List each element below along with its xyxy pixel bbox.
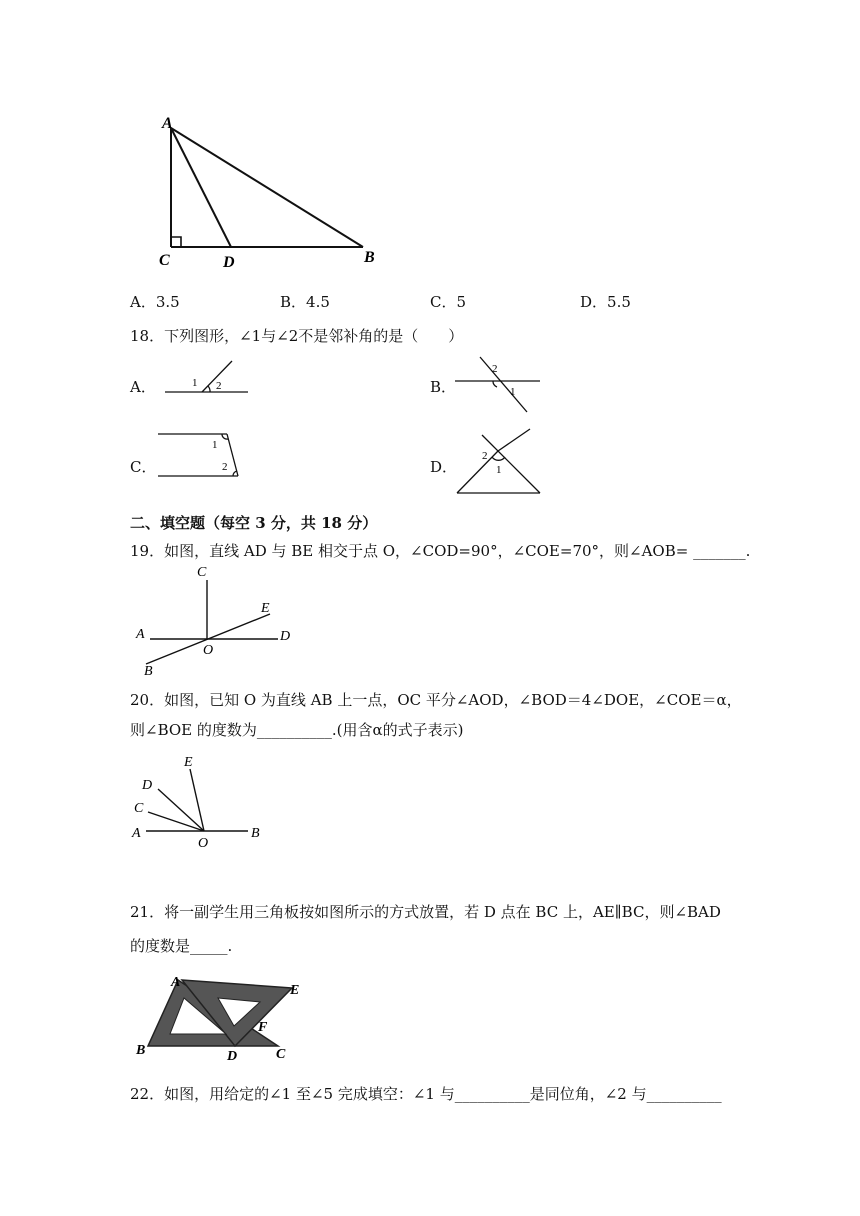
svg-text:E: E	[261, 601, 270, 616]
svg-text:2: 2	[222, 461, 228, 473]
q21-figure	[130, 968, 305, 1068]
svg-text:C: C	[134, 801, 144, 816]
svg-text:A: A	[171, 975, 181, 990]
q18-option-a-figure	[160, 355, 255, 400]
q20-question-line1: 20．如图，已知 O 为直线 AB 上一点，OC 平分∠AOD，∠BOD＝4∠DOE，∠COE＝α，	[130, 691, 742, 709]
q18-option-a-letter[interactable]: A．	[130, 378, 156, 396]
svg-text:O: O	[203, 643, 214, 658]
q18-option-d-letter[interactable]: D．	[430, 458, 458, 476]
svg-text:1: 1	[510, 386, 516, 398]
q20-question-line2: 则∠BOE 的度数为__________.(用含α的式子表示)	[130, 721, 464, 739]
q18-option-c-figure	[152, 428, 252, 483]
q17-label-a: A	[162, 115, 173, 132]
svg-text:D: D	[142, 778, 153, 793]
svg-text:2: 2	[482, 450, 488, 462]
svg-text:1: 1	[496, 464, 502, 476]
svg-text:O: O	[198, 836, 209, 851]
svg-text:B: B	[251, 826, 260, 841]
q18-option-b-letter[interactable]: B．	[430, 378, 457, 396]
q17-option-c[interactable]: C．5	[430, 293, 467, 311]
q17-label-b: B	[364, 249, 375, 266]
q18-option-c-letter[interactable]: C．	[130, 458, 157, 476]
q19-question-text: 19．如图，直线 AD 与 BE 相交于点 O，∠COD=90°，∠COE=70°，则∠AOB= _______.	[130, 542, 751, 560]
svg-text:F: F	[258, 1020, 268, 1035]
svg-text:D: D	[227, 1049, 238, 1064]
svg-text:B: B	[136, 1043, 146, 1058]
svg-text:A: A	[136, 627, 145, 642]
q18-question-text: 18．下列图形，∠1与∠2不是邻补角的是（ ）	[130, 327, 464, 345]
q21-question-line1: 21．将一副学生用三角板按如图所示的方式放置，若 D 点在 BC 上，AE∥BC，则∠BAD	[130, 903, 721, 921]
svg-text:A: A	[132, 826, 141, 841]
q17-option-a[interactable]: A．3.5	[130, 293, 180, 311]
q17-option-b[interactable]: B．4.5	[280, 293, 330, 311]
q21-question-line2: 的度数是_____.	[130, 937, 233, 955]
q18-option-d-figure	[452, 425, 547, 497]
svg-text:E: E	[290, 983, 300, 998]
q17-label-c: C	[159, 252, 170, 269]
svg-text:B: B	[144, 664, 153, 679]
section-title: 二、填空题（每空 3 分，共 18 分）	[130, 514, 378, 532]
q19-figure	[130, 562, 300, 680]
q17-option-d[interactable]: D．5.5	[580, 293, 631, 311]
svg-text:C: C	[197, 565, 207, 580]
svg-text:C: C	[276, 1047, 286, 1062]
q17-label-d: D	[223, 254, 235, 270]
q20-figure	[130, 752, 270, 852]
svg-text:2: 2	[492, 363, 498, 375]
svg-text:2: 2	[216, 380, 222, 392]
svg-text:E: E	[184, 755, 193, 770]
svg-text:1: 1	[212, 439, 218, 451]
q18-option-b-figure	[452, 352, 547, 417]
svg-text:1: 1	[192, 377, 198, 389]
q17-triangle-figure	[150, 110, 390, 270]
q22-question-text: 22．如图，用给定的∠1 至∠5 完成填空：∠1 与__________是同位角，∠2 与__________	[130, 1085, 722, 1103]
svg-text:D: D	[280, 629, 291, 644]
